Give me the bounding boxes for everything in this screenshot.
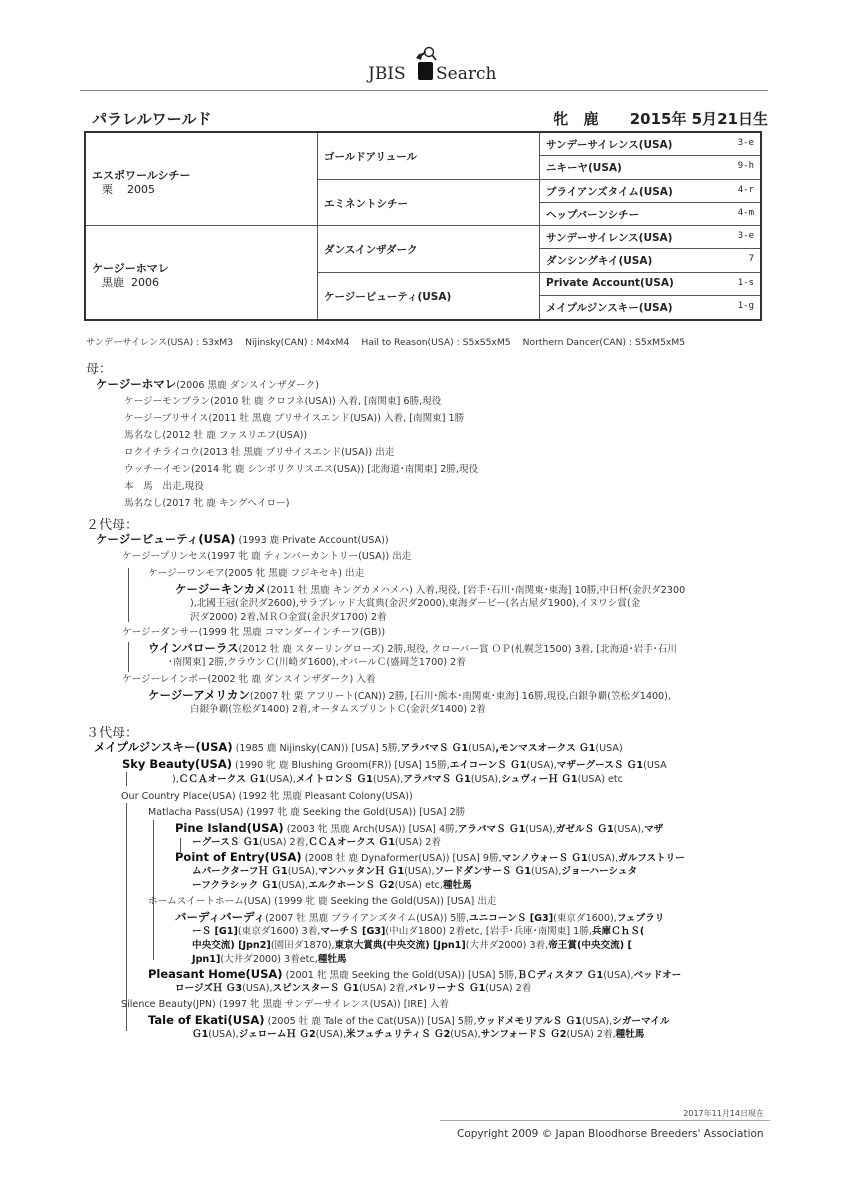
g2-cell: ダンスインザダーク bbox=[318, 226, 540, 273]
dam-cell bbox=[86, 226, 318, 319]
g3dam-progeny: Pine Island(USA) (2003 牝 黒鹿 Arch(USA)) [USA] 4勝,アラバマＳ Ｇ1(USA),ガゼルＳ Ｇ1(USA),マザ bbox=[175, 821, 664, 835]
g3-cell: ダンシングキイ(USA) 7 bbox=[540, 249, 760, 273]
tree-line bbox=[128, 568, 129, 622]
g3dam-progeny: Our Country Place(USA) (1992 牝 黒鹿 Pleasant Colony(USA)) bbox=[121, 791, 413, 802]
sire-name: エスポワールシチー bbox=[92, 169, 191, 182]
g2dam-progeny-cont: 沢ダ2000) 2着,ＭＲＯ金賞(金沢ダ1700) 2着 bbox=[190, 612, 387, 623]
g3-cell: メイプルジンスキー(USA) 1-g bbox=[546, 301, 754, 314]
section-heading-2nd-dam: ２代母： bbox=[86, 518, 139, 533]
g3dam-progeny-cont: Ｇ1(USA),ジェロームＨ Ｇ2(USA),米フュチュリティＳ Ｇ2(USA),サンフォードＳ Ｇ2(USA) 2着,種牡馬 bbox=[192, 1029, 645, 1040]
g3dam-progeny: ホームスイートホーム(USA) (1999 牝 鹿 Seeking the Gold(USA)) [USA] 出走 bbox=[148, 896, 497, 907]
tree-line bbox=[126, 772, 127, 786]
dam-progeny: 馬名なし(2012 牡 鹿 ファスリエフ(USA)) bbox=[124, 430, 308, 441]
g2-cell: ケージービューティ(USA) bbox=[318, 273, 540, 319]
header-divider bbox=[80, 90, 768, 91]
g3dam-progeny: Matlacha Pass(USA) (1997 牝 鹿 Seeking the Gold(USA)) [USA] 2勝 bbox=[148, 807, 466, 818]
g3dam-head: メイプルジンスキー(USA) (1985 鹿 Nijinsky(CAN)) [USA] 5勝,アラバマＳ Ｇ1(USA),モンマスオークス Ｇ1(USA) bbox=[94, 740, 623, 754]
tree-line bbox=[128, 642, 129, 672]
g2dam-progeny: ケージーワンモア(2005 牝 黒鹿 フジキセキ) 出走 bbox=[148, 568, 365, 579]
horse-color: 鹿 bbox=[583, 110, 599, 128]
sire-details: 栗 2005 bbox=[102, 183, 155, 196]
dam-progeny: 本 馬 出走,現役 bbox=[124, 481, 204, 492]
g3-cell: ヘップバーンシチー 4-m bbox=[540, 203, 760, 226]
copyright: Copyright 2009 © Japan Bloodhorse Breeders' Association bbox=[457, 1128, 764, 1140]
g3dam-progeny-cont: ),ＣＣＡオークス Ｇ1(USA),メイトロンＳ Ｇ1(USA),アラバマＳ Ｇ1(USA),シュヴィーＨ Ｇ1(USA) etc bbox=[172, 774, 623, 785]
g3dam-progeny: バーディバーディ(2007 牡 黒鹿 ブライアンズタイム(USA)) 5勝,ユニコーンＳ [G3](東京ダ1600),フェブラリ bbox=[175, 910, 665, 924]
g3-cell: サンデーサイレンス(USA) 3-e bbox=[540, 226, 760, 249]
horse-info bbox=[543, 108, 768, 129]
g3dam-progeny-cont: Jpn1](大井ダ2000) 3着etc,種牡馬 bbox=[192, 954, 347, 965]
section-heading-dam: 母： bbox=[86, 362, 113, 377]
g2-cell: ゴールドアリュール bbox=[318, 133, 540, 180]
horse-birth: 2015年 5月21日生 bbox=[629, 110, 768, 128]
g3dam-progeny: Silence Beauty(JPN) (1997 牝 黒鹿 サンデーサイレンス(USA)) [IRE] 入着 bbox=[121, 999, 450, 1010]
g2dam-progeny-cont: ･南関東] 2勝,クラウンＣ(川崎ダ1600),オパールＣ(盛岡芝1700) 2着 bbox=[168, 657, 466, 668]
g3dam-progeny-cont: ロージズＨ Ｇ3(USA),スピンスターＳ Ｇ1(USA) 2着,バレリーナＳ Ｇ1(USA) 2着 bbox=[175, 983, 532, 994]
section-heading-3rd-dam: ３代母： bbox=[86, 726, 139, 741]
inbreeding-crosses: サンデーサイレンス(USA) : S3xM3 Nijinsky(CAN) : M4xM4 Hail to Reason(USA) : S5xS5xM5 Northern Dancer(CAN) : S5xM5xM5 bbox=[86, 337, 686, 348]
g2dam-progeny: ケージーキンカメ(2011 牡 黒鹿 キングカメハメハ) 入着,現役, [岩手･石川･南関東･東海] 10勝,中日杯(金沢ダ2300 bbox=[175, 582, 686, 596]
g2dam-progeny: ケージーアメリカン(2007 牡 栗 アフリート(CAN)) 2勝, [石川･熊本･南関東･東海] 16勝,現役,白銀争覇(笠松ダ1400), bbox=[148, 688, 671, 702]
g3dam-progeny: Pleasant Home(USA) (2001 牝 黒鹿 Seeking the Gold(USA)) [USA] 5勝,ＢＣディスタフ Ｇ1(USA),ベッドオー bbox=[148, 967, 682, 981]
dam-name: ケージーホマレ bbox=[92, 262, 169, 275]
horse-name: パラレルワールド bbox=[92, 110, 212, 128]
g3dam-progeny: Point of Entry(USA) (2008 牡 鹿 Dynaformer(USA)) [USA] 9勝,マンノウォーＳ Ｇ1(USA),ガルフストリー bbox=[175, 850, 685, 864]
pedigree-table bbox=[84, 131, 762, 321]
g3-cell: ニキーヤ(USA) 9-h bbox=[540, 156, 760, 180]
g3dam-progeny-cont: ーフクラシック Ｇ1(USA),エルクホーンＳ Ｇ2(USA) etc,種牡馬 bbox=[192, 880, 472, 891]
dam-progeny: ウッチーイモン(2014 牝 鹿 シンボリクリスエス(USA)) [北海道･南関東] 2勝,現役 bbox=[124, 464, 479, 475]
sire-cell bbox=[86, 133, 318, 226]
g2-cell: エミネントシチー bbox=[318, 180, 540, 226]
tree-line bbox=[126, 803, 127, 1031]
dam-details: 黒鹿 2006 bbox=[102, 276, 159, 289]
g3dam-progeny: Tale of Ekati(USA) (2005 牡 鹿 Tale of the Cat(USA)) [USA] 5勝,ウッドメモリアルＳ Ｇ1(USA),シガーマイル bbox=[148, 1013, 670, 1027]
g2dam-progeny: ケージープリンセス(1997 牝 鹿 ティンバーカントリー(USA)) 出走 bbox=[122, 551, 412, 562]
dam-progeny: ロクイチライコウ(2013 牡 黒鹿 ブリサイスエンド(USA)) 出走 bbox=[124, 447, 395, 458]
g3dam-progeny-cont: ムパークターフＨ Ｇ1(USA),マンハッタンＨ Ｇ1(USA),ソードダンサーＳ Ｇ1(USA),ジョーハーシュタ bbox=[192, 866, 638, 877]
g2dam-progeny: ケージーレインボー(2002 牝 鹿 ダンスインザダーク) 入着 bbox=[122, 674, 376, 685]
g2dam-progeny-cont: 白銀争覇(笠松ダ1400) 2着,オータムスプリントＣ(金沢ダ1400) 2着 bbox=[190, 704, 486, 715]
g3-cell: ブライアンズタイム(USA) 4-r bbox=[540, 180, 760, 203]
jbis-search-logo bbox=[368, 52, 498, 84]
g2dam-progeny: ウインバローラス(2012 牡 鹿 スターリングローズ) 2勝,現役, クローバー賞 ＯＰ(札幌芝1500) 3着, [北海道･岩手･石川 bbox=[148, 641, 677, 655]
g3-cell: サンデーサイレンス(USA) 3-e bbox=[540, 133, 760, 156]
g3-cell: Private Account(USA) 1-s bbox=[540, 273, 760, 296]
g3dam-progeny-cont: 中央交流) [Jpn2](園田ダ1870),東京大賞典(中央交流) [Jpn1](大井ダ2000) 3着,帝王賞(中央交流) [ bbox=[192, 940, 632, 951]
logo-text-jbis: JBIS bbox=[368, 64, 406, 84]
horse-sex: 牝 bbox=[553, 110, 569, 128]
g3dam-progeny: Sky Beauty(USA) (1990 牝 鹿 Blushing Groom(FR)) [USA] 15勝,エイコーンＳ Ｇ1(USA),マザーグースＳ Ｇ1(USA bbox=[122, 757, 667, 771]
logo-box-icon bbox=[418, 62, 433, 80]
g3dam-progeny-cont: ーＳ [G1](東京ダ1600) 3着,マーチＳ [G3](中山ダ1800) 2着etc, [岩手･兵庫･南関東] 1勝,兵庫ＣｈＳ( bbox=[192, 926, 645, 937]
g2dam-head: ケージービューティ(USA) (1993 鹿 Private Account(USA)) bbox=[96, 532, 389, 546]
dam-head: ケージーホマレ(2006 黒鹿 ダンスインザダーク) bbox=[96, 377, 319, 391]
footer-divider bbox=[440, 1120, 770, 1121]
dam-progeny: ケージーブリサイス(2011 牡 黒鹿 ブリサイスエンド(USA)) 入着, [南関東] 1勝 bbox=[124, 413, 465, 424]
g2dam-progeny-cont: ),北國王冠(金沢ダ2600),サラブレッド大賞典(金沢ダ2000),東海ダービー(名古屋ダ1900),イヌワシ賞(金 bbox=[190, 598, 641, 609]
g2dam-progeny: ケージーダンサー(1999 牝 黒鹿 コマンダーインチーフ(GB)) bbox=[122, 627, 386, 638]
logo-text-search: Search bbox=[436, 64, 497, 84]
as-of-date: 2017年11月14日現在 bbox=[683, 1109, 764, 1118]
dam-progeny: ケージーモンブラン(2010 牡 鹿 クロフネ(USA)) 入着, [南関東] 6勝,現役 bbox=[124, 396, 442, 407]
dam-progeny: 馬名なし(2017 牝 鹿 キングヘイロー) bbox=[124, 498, 290, 509]
g3dam-progeny-cont: ーグースＳ Ｇ1(USA) 2着,ＣＣＡオークス Ｇ1(USA) 2着 bbox=[192, 837, 442, 848]
tree-line bbox=[153, 820, 154, 960]
